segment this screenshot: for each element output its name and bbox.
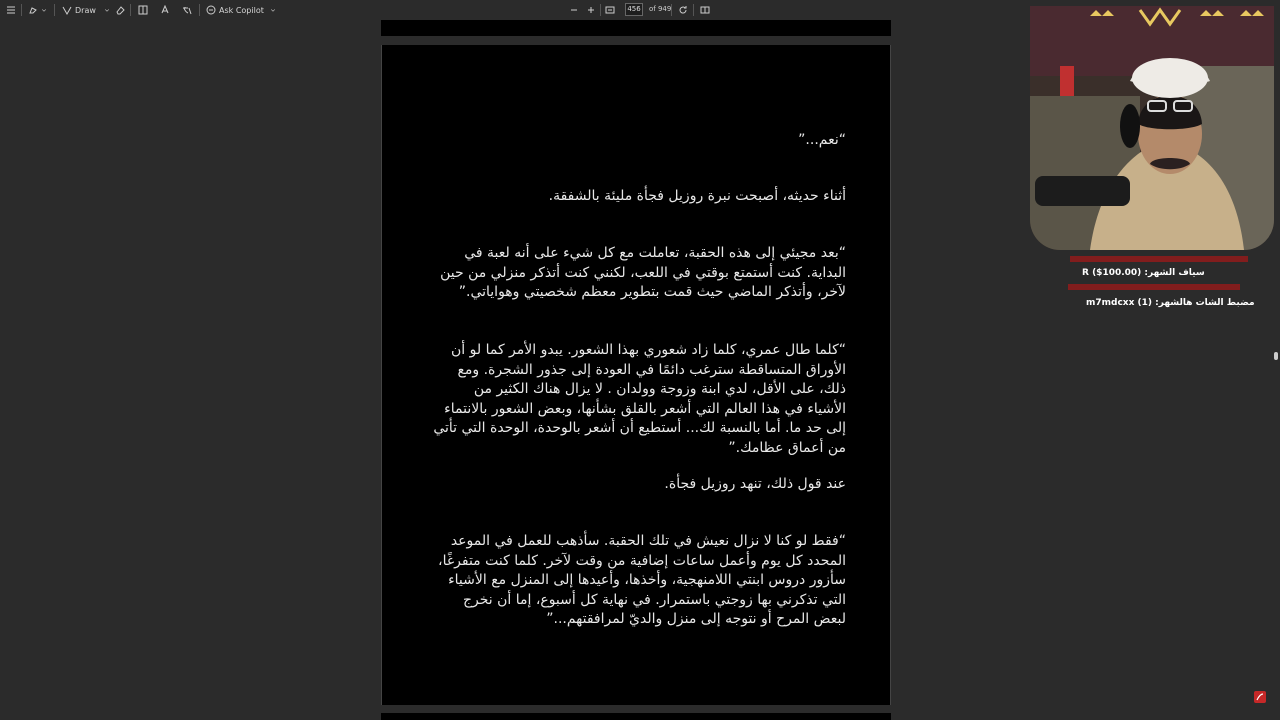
streamer-webcam-image — [1030, 6, 1274, 250]
contents-button[interactable] — [6, 3, 16, 17]
next-page — [381, 713, 891, 720]
highlighter-icon — [28, 5, 38, 15]
ask-copilot-label: Ask Copilot — [219, 5, 264, 15]
fit-page-button[interactable] — [605, 3, 615, 17]
chevron-down-icon — [270, 5, 276, 15]
stream-banner-red — [1070, 256, 1248, 262]
read-aloud-icon — [160, 5, 170, 15]
erase-button[interactable] — [115, 3, 125, 17]
ask-copilot-button[interactable] — [206, 3, 276, 17]
pdf-page — [381, 45, 891, 705]
page-view-icon — [138, 5, 148, 15]
page-number-input[interactable]: 456 — [625, 3, 643, 16]
translate-icon — [182, 5, 192, 15]
paragraph-6: “فقط لو كنا لا نزال نعيش في تلك الحقبة. سأذهب للعمل في الموعد المحدد كل يوم وأعمل ساعات إضافية من وقت لآخر. كلما كنت متفرغًا، سأزور دروس ابنتي اللامنهجية، وأخذها، وأعيدها إلى المنزل مع الأشياء التي تذكرني بها زوجتي باستمرار. في نهاية كل أسبوع، إما أن نخرج لبعض المرح أو نتوجه إلى منزل والديّ لمرافقتهم...” — [438, 533, 846, 627]
fit-page-icon — [605, 5, 615, 15]
copilot-icon — [206, 5, 216, 15]
chevron-down-icon — [104, 5, 110, 15]
stream-banner-red — [1068, 284, 1240, 290]
translate-button[interactable] — [182, 3, 192, 17]
scrollbar-thumb[interactable] — [1274, 352, 1278, 360]
paragraph-5: عند قول ذلك، تنهد روزيل فجأة. — [664, 476, 846, 492]
view-button[interactable] — [138, 3, 148, 17]
paragraph-4: “كلما طال عمري، كلما زاد شعوري بهذا الشعور. يبدو الأمر كما لو أن الأوراق المتساقطة سترغب دائمًا في العودة إلى جذور الشجرة. ومع ذلك، على الأقل، لدي ابنة وزوجة وولدان . لا يزال هناك الكثير من الأشياء في هذا العالم التي أشعر بالقلق بشأنها، وبعض الشعور بالانتماء إلى حد ما. أما بالنسبة لك... أستطيع أن أشعر بالوحدة، الوحدة التي تأتي من أعماق عظامك.” — [433, 342, 846, 456]
highlight-button[interactable] — [28, 3, 47, 17]
stream-chat-line: مضبط الشات هالشهر: (1) m7mdcxx — [1086, 298, 1255, 308]
zoom-out-button[interactable] — [569, 3, 579, 17]
chevron-down-icon — [41, 5, 47, 15]
read-aloud-button[interactable] — [160, 3, 170, 17]
paragraph-3: “بعد مجيئي إلى هذه الحقبة، تعاملت مع كل شيء على أنه لعبة في البداية. كنت أستمتع بوقتي في اللعب، لكنني كنت أتذكر منزلي من حين لآخر، وأتذكر الماضي حيث قمت بتطوير معظم شخصيتي وهواياتي.” — [440, 245, 846, 300]
previous-page — [381, 20, 891, 36]
draw-button[interactable] — [62, 3, 110, 17]
rotate-icon — [678, 5, 688, 15]
zoom-in-button[interactable] — [586, 3, 596, 17]
page-layout-button[interactable] — [700, 3, 710, 17]
draw-label: Draw — [75, 5, 96, 15]
paragraph-2: أثناء حديثه، أصبحت نبرة روزيل فجأة مليئة بالشفقة. — [548, 188, 846, 204]
pdf-app-icon[interactable] — [1254, 691, 1266, 703]
two-page-icon — [700, 5, 710, 15]
plus-icon — [586, 5, 596, 15]
page-total: of 949 — [649, 5, 672, 13]
list-icon — [6, 5, 16, 15]
eraser-icon — [115, 5, 125, 15]
paragraph-1: “نعم...” — [798, 132, 846, 148]
rotate-button[interactable] — [678, 3, 688, 17]
stream-supporter-line: سياف الشهر: (R ($100.00 — [1082, 268, 1205, 278]
webcam-overlay — [1030, 6, 1274, 250]
minus-icon — [569, 5, 579, 15]
draw-icon — [62, 5, 72, 15]
